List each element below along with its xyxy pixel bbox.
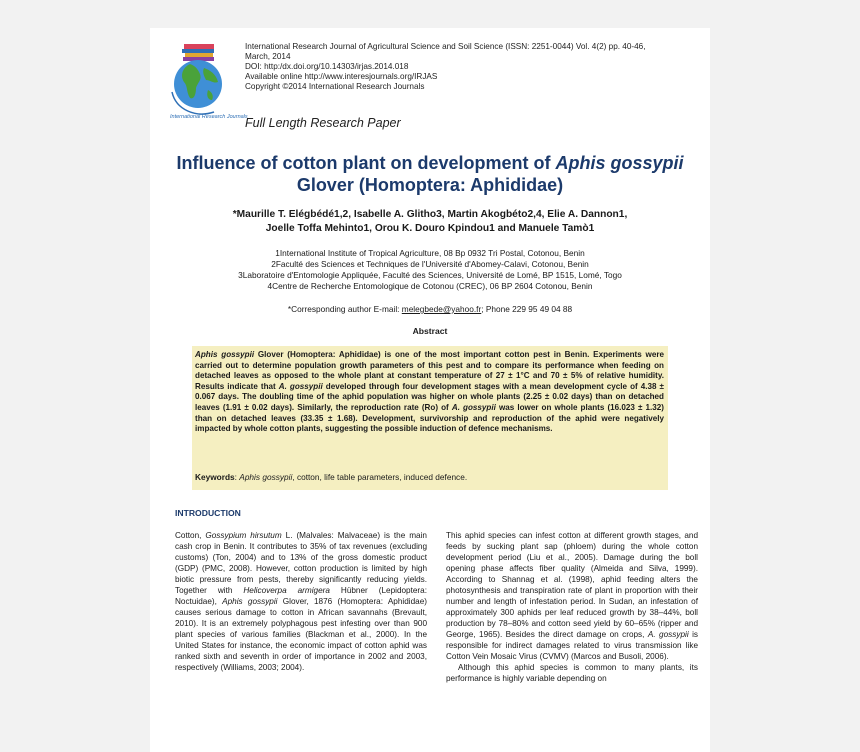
email-link[interactable]: melegbede@yahoo.fr — [401, 304, 482, 314]
journal-info — [245, 42, 700, 92]
abstract-text: Aphis gossypii Glover (Homoptera: Aphididae) is one of the most important cotton pest in Benin. Experiments were carried out to determine population growth parameters of this pest and to compare its performance when feeding on detached leaves as opposed to the whole plant at constant temperature of 27 ± 1°C and 70 ± 5% of relative humidity. Results indicate that A. gossypii developed through four development stages with a mean development cycle of 4.38 ± 0.067 days. The doubling time of the aphid population was higher on whole plants (2.25 ± 0.02 days) than on detached leaves (1.91 ± 0.02 days). Similarly, the reproduction rate (Ro) of A. gossypii was lower on whole plants (16.023 ± 1.32) than on detached leaves (33.35 ± 1.68). Development, survivorship and reproduction of the aphid were negatively impacted by whole cotton plants, suggesting the possible induction of defence mechanisms. — [195, 350, 664, 434]
keywords: Keywords: Aphis gossypii, cotton, life table parameters, induced defence. — [195, 472, 468, 482]
paragraph: Although this aphid species is common to many plants, its performance is highly variable depending on — [446, 663, 698, 683]
introduction-heading: INTRODUCTION — [175, 508, 241, 518]
affiliation-3: 3Laboratoire d'Entomologie Appliquée, Faculté des Sciences, Université de Lomé, BP 1515, Lomé, Togo — [238, 270, 622, 280]
paper-title: Influence of cotton plant on development of Aphis gossypii Glover (Homoptera: Aphididae) — [176, 153, 684, 195]
affiliations — [170, 248, 690, 292]
journal-date: March, 2014 — [245, 52, 291, 61]
affiliation-1: 1International Institute of Tropical Agriculture, 08 Bp 0932 Tri Postal, Cotonou, Benin — [275, 248, 585, 258]
paper-page — [150, 28, 710, 752]
authors-line-2: Joelle Toffa Mehinto1, Orou K. Douro Kpindou1 and Manuele Tamò1 — [265, 223, 595, 234]
abstract-heading: Abstract — [412, 326, 448, 336]
affiliation-4: 4Centre de Recherche Entomologique de Cotonou (CREC), 06 BP 2604 Cotonou, Benin — [267, 281, 593, 291]
affiliation-2: 2Faculté des Sciences et Techniques de l'Université d'Abomey-Calavi, Cotonou, Benin — [271, 259, 589, 269]
paragraph: Cotton, Gossypium hirsutum L. (Malvales: Malvaceae) is the main cash crop in Benin. It contributes to 35% of tax revenues (excluding customs) (Ton, 2004) and to 13% of the gross domestic product (GDP) (PMC, 2008). However, cotton production is limited by high biotic pressure from pests, thereby significantly reducing yields. Together with Helicoverpa armigera Hübner (Lepidoptera: Noctuidae), Aphis gossypii Glover, 1876 (Homoptera: Aphididae) causes serious damage to cotton in African savannahs (Brevault, 2010). It is an extremely polyphagous pest infesting over than 900 plant species of various families (Blackman et al., 2000). In the United States for instance, the economic impact of cotton aphid was ranked sixth and seventh in order of importance in 2002 and 2003, respectively (Williams, 2003; 2004). — [175, 531, 427, 672]
authors-line-1: *Maurille T. Elégbédé1,2, Isabelle A. Glitho3, Martin Akogbéto2,4, Elie A. Dannon1, — [232, 209, 628, 220]
journal-copyright: Copyright ©2014 International Research Journals — [245, 82, 425, 91]
author-list — [170, 208, 690, 236]
journal-doi[interactable]: DOI: http:/dx.doi.org/10.14303/irjas.2014.018 — [245, 62, 409, 71]
text-column-left — [175, 530, 427, 673]
text-column-right — [446, 530, 698, 684]
paper-type: Full Length Research Paper — [245, 116, 401, 130]
abstract-box — [192, 346, 668, 490]
paragraph: This aphid species can infest cotton at different growth stages, and feeds by sucking plant sap (phloem) during the whole cotton development period (Liu et al., 2005). Damage during the boll opening phase affects fiber quality (Almeida and Silva, 1999). According to Shannag et al. (1998), aphid feeding alters the photosynthesis and transpiration rate of plant in proportion with their number and length of infestation period. In Sudan, an infestation of approximately 300 aphids per leaf reduced growth by 38–44%, boll production by 78–80% and cotton seed yield by 60–65% (ripper and George, 1965). Besides the direct damage on crops, A. gossypii is responsible for indirect damages related to virus transmission like Cotton Vein Mosaic Virus (CVMV) (Marcos and Busoli, 2006). — [446, 531, 698, 661]
svg-text:International Research Journal: International Research Journals — [170, 114, 248, 120]
journal-url[interactable]: Available online http://www.interesjournals.org/IRJAS — [245, 72, 438, 81]
journal-citation: International Research Journal of Agricultural Science and Soil Science (ISSN: 2251-0044) Vol. 4(2) pp. 40-46, — [245, 42, 646, 51]
globe-with-books-icon — [162, 40, 248, 122]
corresponding-author: *Corresponding author E-mail: melegbede@yahoo.fr; Phone 229 95 49 04 88 — [287, 304, 573, 314]
